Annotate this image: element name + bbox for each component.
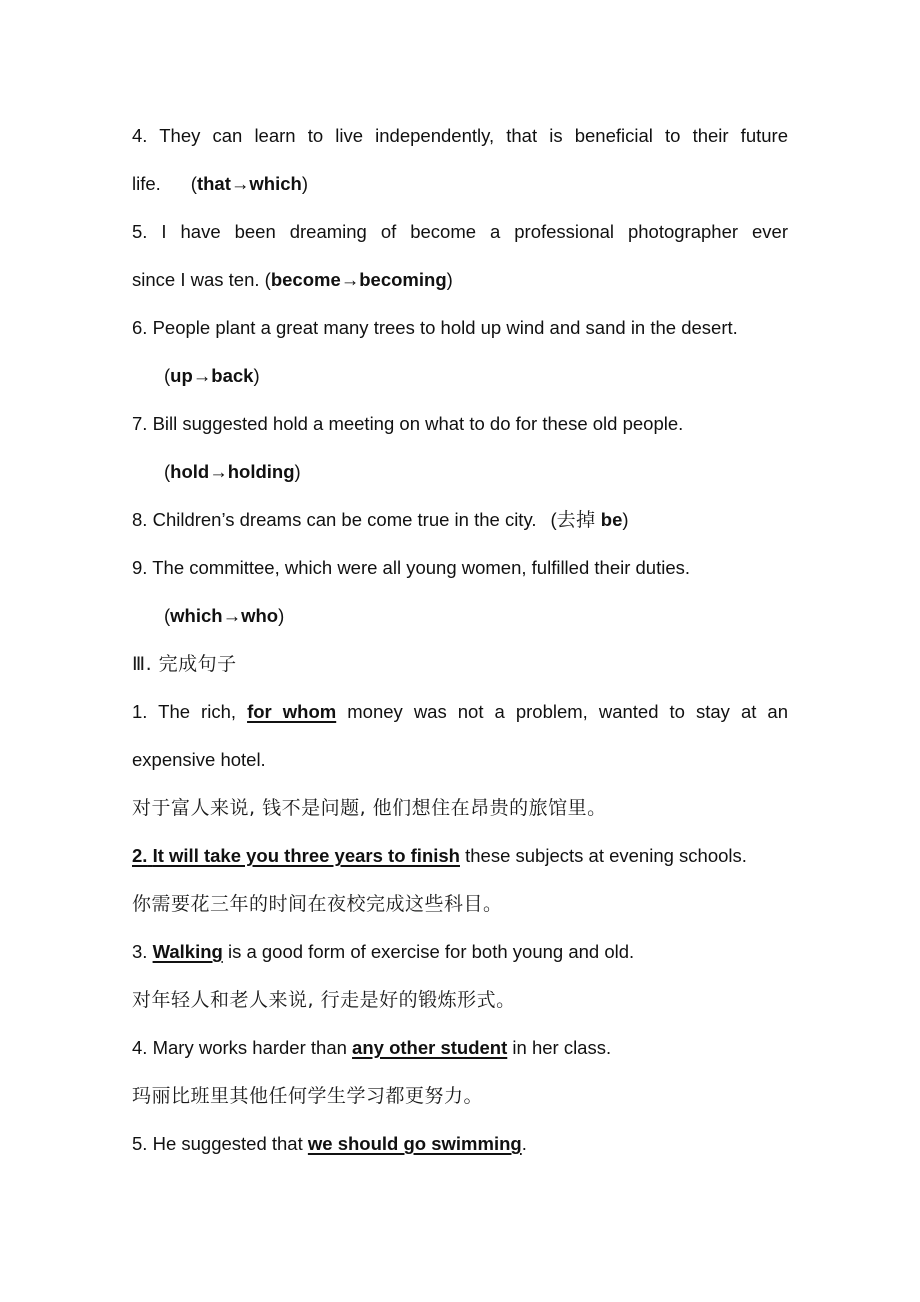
sentence-text: is a good form of exercise for both young and old.	[227, 941, 635, 962]
correction: hold→holding	[170, 461, 295, 482]
sentence-text: Bill suggested hold a meeting on what to do for these old people.	[152, 413, 684, 434]
s3-item-1-line-1	[132, 688, 788, 736]
section-heading: Ⅲ. 完成句子	[132, 653, 237, 675]
paren-close: )	[278, 605, 285, 626]
item-6-line-2	[132, 352, 788, 400]
paren-close: )	[446, 269, 453, 290]
s3-item-4-line-1	[132, 1024, 788, 1072]
s3-item-1-translation: 对于富人来说, 钱不是问题, 他们想住在昂贵的旅馆里。	[132, 797, 607, 819]
item-8-line-1	[132, 496, 788, 544]
s3-item-2-line-1	[132, 832, 788, 880]
s3-item-5-line-1	[132, 1120, 788, 1168]
item-5-line-1	[132, 208, 788, 256]
s3-item-3-translation: 对年轻人和老人来说, 行走是好的锻炼形式。	[132, 989, 516, 1011]
correction-prefix: 去掉	[556, 509, 596, 531]
correction: be	[600, 509, 623, 530]
item-9-line-1	[132, 544, 788, 592]
item-5-line-2	[132, 256, 788, 304]
sentence-text: People plant a great many trees to hold up wind and sand in the desert.	[152, 317, 738, 338]
sentence-text: The rich,	[158, 701, 237, 722]
item-number: 4.	[132, 1037, 148, 1058]
sentence-text: money was not a problem, wanted to stay at an	[347, 701, 788, 722]
paren-open: (	[164, 605, 171, 626]
correction: which→who	[170, 605, 279, 626]
paren-open: (	[550, 509, 557, 530]
item-6-line-1	[132, 304, 788, 352]
paren-close: )	[294, 461, 301, 482]
answer-text: Walking	[152, 941, 223, 962]
item-number: 5.	[132, 221, 148, 242]
s3-item-3-line-1	[132, 928, 788, 976]
answer-text: we should go swimming	[307, 1133, 522, 1154]
sentence-text: Children’s dreams can be come true in the city.	[152, 509, 537, 530]
item-number: 1.	[132, 701, 148, 722]
item-number: 3.	[132, 941, 148, 962]
document-page	[132, 112, 788, 1168]
s3-item-4-translation: 玛丽比班里其他任何学生学习都更努力。	[132, 1085, 484, 1107]
s3-item-2-translation: 你需要花三年的时间在夜校完成这些科目。	[132, 893, 503, 915]
paren-open: (	[264, 269, 271, 290]
item-number: 7.	[132, 413, 148, 434]
item-4-line-1	[132, 112, 788, 160]
sentence-text: since I was ten.	[132, 269, 260, 290]
sentence-text: Mary works harder than	[152, 1037, 347, 1058]
item-number: 6.	[132, 317, 148, 338]
item-number: 5.	[132, 1133, 148, 1154]
item-4-line-2	[132, 160, 788, 208]
sentence-text: in her class.	[512, 1037, 612, 1058]
paren-close: )	[622, 509, 629, 530]
paren-open: (	[190, 173, 197, 194]
item-number: 8.	[132, 509, 148, 530]
item-number: 4.	[132, 125, 148, 146]
item-7-line-2	[132, 448, 788, 496]
sentence-text: .	[521, 1133, 527, 1154]
s3-item-1-line-2: expensive hotel.	[132, 749, 266, 770]
answer-text: any other student	[352, 1037, 508, 1058]
sentence-text: I have been dreaming of become a professional photographer ever	[161, 221, 788, 242]
answer-text: It will take you three years to finish	[152, 845, 460, 866]
correction: up→back	[170, 365, 254, 386]
sentence-text: life.	[132, 173, 161, 194]
sentence-text: He suggested that	[152, 1133, 303, 1154]
item-number: 9.	[132, 557, 148, 578]
sentence-text: these subjects at evening schools.	[465, 845, 747, 866]
item-number: 2.	[132, 845, 148, 866]
paren-open: (	[164, 461, 171, 482]
paren-open: (	[164, 365, 171, 386]
item-7-line-1	[132, 400, 788, 448]
sentence-text: They can learn to live independently, that is beneficial to their future	[159, 125, 788, 146]
paren-close: )	[253, 365, 260, 386]
item-9-line-2	[132, 592, 788, 640]
correction: that→which	[196, 173, 302, 194]
answer-text: for whom	[247, 701, 337, 722]
sentence-text: The committee, which were all young women, fulfilled their duties.	[152, 557, 691, 578]
correction: become→becoming	[270, 269, 447, 290]
paren-close: )	[301, 173, 308, 194]
